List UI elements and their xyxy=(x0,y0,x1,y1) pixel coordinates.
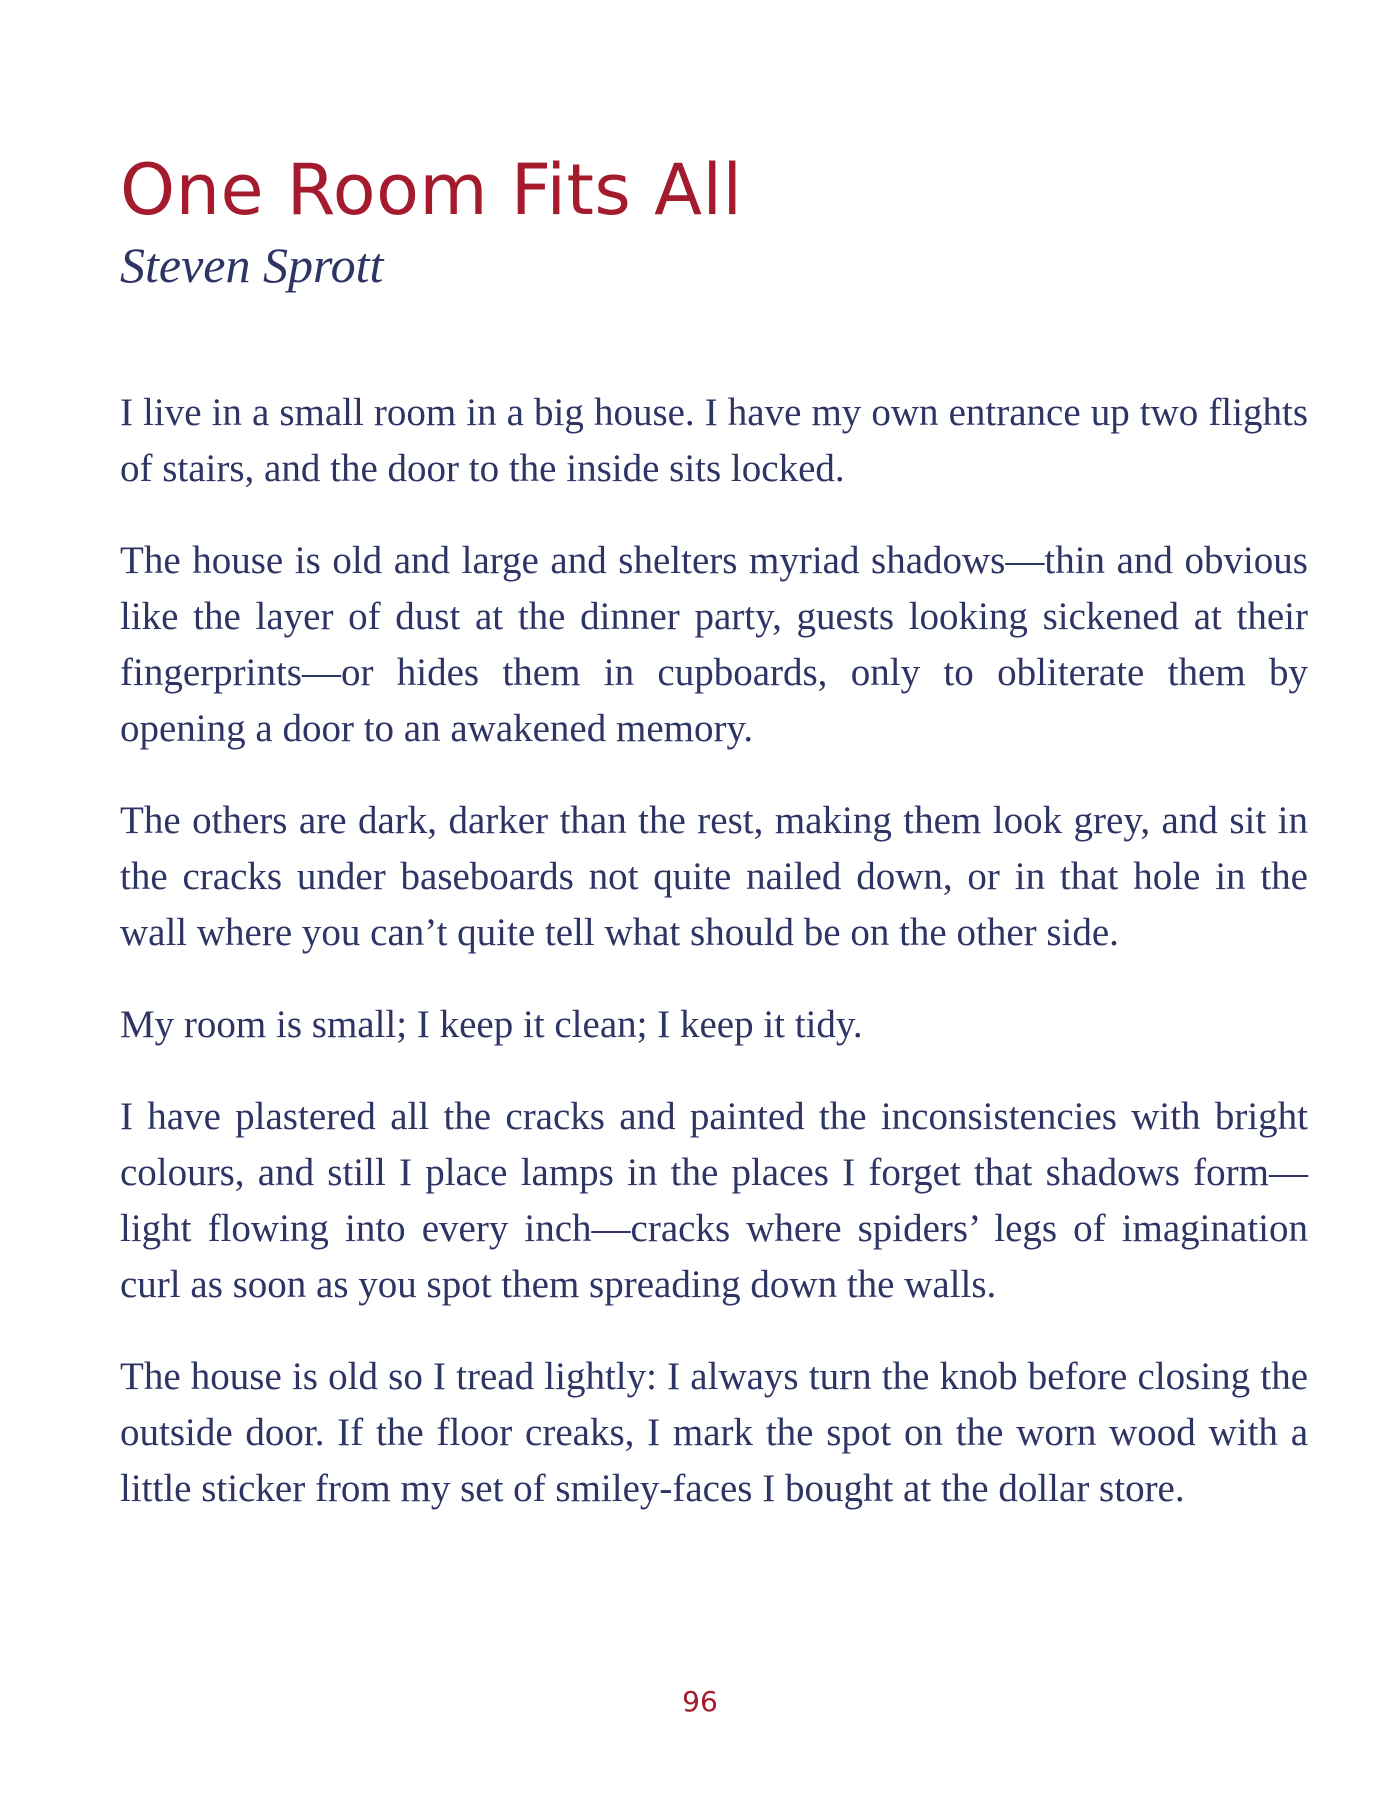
paragraph: The house is old and large and shelters myriad shadows—thin and obvious like the layer of dust at the dinner party, guests looking sickened at their fingerprints—or hides them in cupboards, only to obliterate them by opening a door to an awakened memory. xyxy=(120,539,1308,750)
author-name: Steven Sprott xyxy=(120,237,384,293)
page-number: 96 xyxy=(682,1685,718,1718)
paragraph: I live in a small room in a big house. I have my own entrance up two flights of stairs, and the door to the inside sits locked. xyxy=(120,391,1308,490)
paragraph: I have plastered all the cracks and painted the inconsistencies with bright colours, and still I place lamps in the places I forget that shadows form—light flowing into every inch—cracks where spiders’ legs of imagination curl as soon as you spot them spreading down the walls. xyxy=(120,1095,1308,1306)
story-body xyxy=(120,385,1308,1553)
paragraph: My room is small; I keep it clean; I keep it tidy. xyxy=(120,1003,863,1046)
paragraph: The house is old so I tread lightly: I always turn the knob before closing the outside door. If the floor creaks, I mark the spot on the worn wood with a little sticker from my set of smiley-faces I bought at the dollar store. xyxy=(120,1355,1308,1510)
story-title: One Room Fits All xyxy=(120,149,743,231)
paragraph: The others are dark, darker than the rest, making them look grey, and sit in the cracks under baseboards not quite nailed down, or in that hole in the wall where you can’t quite tell what should be on the other side. xyxy=(120,799,1308,954)
